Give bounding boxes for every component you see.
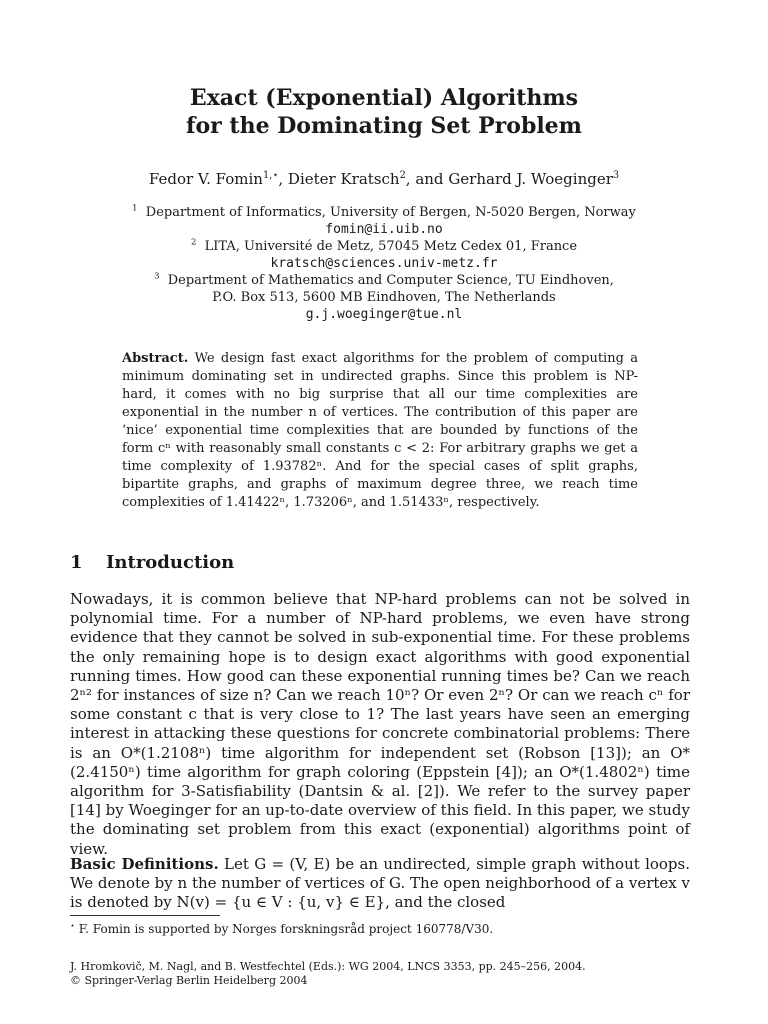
footnote-mark: ⋆ bbox=[70, 921, 75, 930]
author-2: Dieter Kratsch bbox=[287, 170, 400, 188]
section-number: 1 bbox=[70, 552, 83, 573]
abstract-text: We design fast exact algorithms for the problem of computing a minimum dominating set in undirected graphs. Since this problem is NP-hard, it comes with no big surprise that all our time complexities are exponential in the number n of vertices. The contribution of this paper are ‘nice’ exponential time complexities that are bounded by functions of the form cⁿ with reasonably small constants c < 2: For arbitrary graphs we get a time complexity of 1.93782ⁿ. And for the special cases of split graphs, bipartite graphs, and graphs of maximum degree three, we reach time complexities of 1.41422ⁿ, 1.73206ⁿ, and 1.51433ⁿ, respectively. bbox=[122, 351, 638, 510]
footnote bbox=[70, 922, 493, 936]
author-3-affil: 3 bbox=[612, 170, 620, 181]
affiliation-2-email: kratsch@sciences.univ-metz.fr bbox=[270, 256, 498, 271]
affiliation-2: $^2$ LITA, Université de Metz, 57045 Metz Cedex 01, France bbox=[190, 236, 578, 254]
affiliation-3-line-2: P.O. Box 513, 5600 MB Eindhoven, The Netherlands bbox=[212, 290, 556, 305]
basic-definitions-text: Let G = (V, E) be an undirected, simple graph without loops. We denote by n the number of vertices of G. The open neighborhood of a vertex v is denoted by N(v) = {u ∈ V : {u, v} ∈ E}, and the closed bbox=[70, 855, 691, 912]
paper-title-line-2: for the Dominating Set Problem bbox=[186, 113, 582, 139]
author-sep-2: , and bbox=[405, 170, 449, 188]
section-title: Introduction bbox=[106, 552, 235, 573]
abstract-label: Abstract. bbox=[122, 351, 189, 366]
author-1: Fedor V. Fomin bbox=[148, 170, 263, 188]
author-1-affil: 1,⋆ bbox=[262, 170, 279, 181]
footnote-rule bbox=[70, 915, 220, 916]
author-2-affil: 2 bbox=[399, 170, 406, 181]
section-heading bbox=[70, 552, 234, 573]
publication-footer bbox=[70, 960, 586, 988]
basic-definitions-paragraph bbox=[70, 855, 690, 913]
author-list bbox=[0, 170, 768, 188]
footnote-text: F. Fomin is supported by Norges forskningsråd project 160778/V30. bbox=[78, 922, 494, 936]
affiliation-1: $^1$ Department of Informatics, University of Bergen, N-5020 Bergen, Norway bbox=[132, 202, 636, 220]
basic-definitions-label: Basic Definitions. bbox=[70, 855, 219, 873]
intro-paragraph: Nowadays, it is common believe that NP-hard problems can not be solved in polynomial time. For a number of NP-hard problems, we even have strong evidence that they cannot be solved in sub-exponential time. For these problems the only remaining hope is to design exact algorithms with good exponential running times. How good can these exponential running times be? Can we reach 2ⁿ² for instances of size n? Can we reach 10ⁿ? Or even 2ⁿ? Or can we reach cⁿ for some constant c that is very close to 1? The last years have seen an emerging interest in attacking these questions for concrete combinatorial problems: There is an O*(1.2108ⁿ) time algorithm for independent set (Robson [13]); an O*(2.4150ⁿ) time algorithm for graph coloring (Eppstein [4]); an O*(1.4802ⁿ) time algorithm for 3-Satisfiability (Dantsin & al. [2]). We refer to the survey paper [14] by Woeginger for an up-to-date overview of this field. In this paper, we study the dominating set problem from this exact (exponential) algorithms point of view. bbox=[70, 590, 690, 858]
abstract bbox=[122, 350, 638, 512]
footer-copyright: © Springer-Verlag Berlin Heidelberg 2004 bbox=[70, 974, 308, 987]
affiliation-3-line-1: $^3$ Department of Mathematics and Computer Science, TU Eindhoven, bbox=[154, 270, 614, 288]
paper-title-line-1: Exact (Exponential) Algorithms bbox=[189, 85, 579, 111]
affiliation-1-email: fomin@ii.uib.no bbox=[325, 222, 443, 237]
author-3: Gerhard J. Woeginger bbox=[448, 170, 613, 188]
affiliation-3-email: g.j.woeginger@tue.nl bbox=[305, 307, 463, 322]
author-sep-1: , bbox=[278, 170, 288, 188]
footer-citation: J. Hromkovič, M. Nagl, and B. Westfechtel (Eds.): WG 2004, LNCS 3353, pp. 245–256, 2004. bbox=[70, 960, 586, 973]
